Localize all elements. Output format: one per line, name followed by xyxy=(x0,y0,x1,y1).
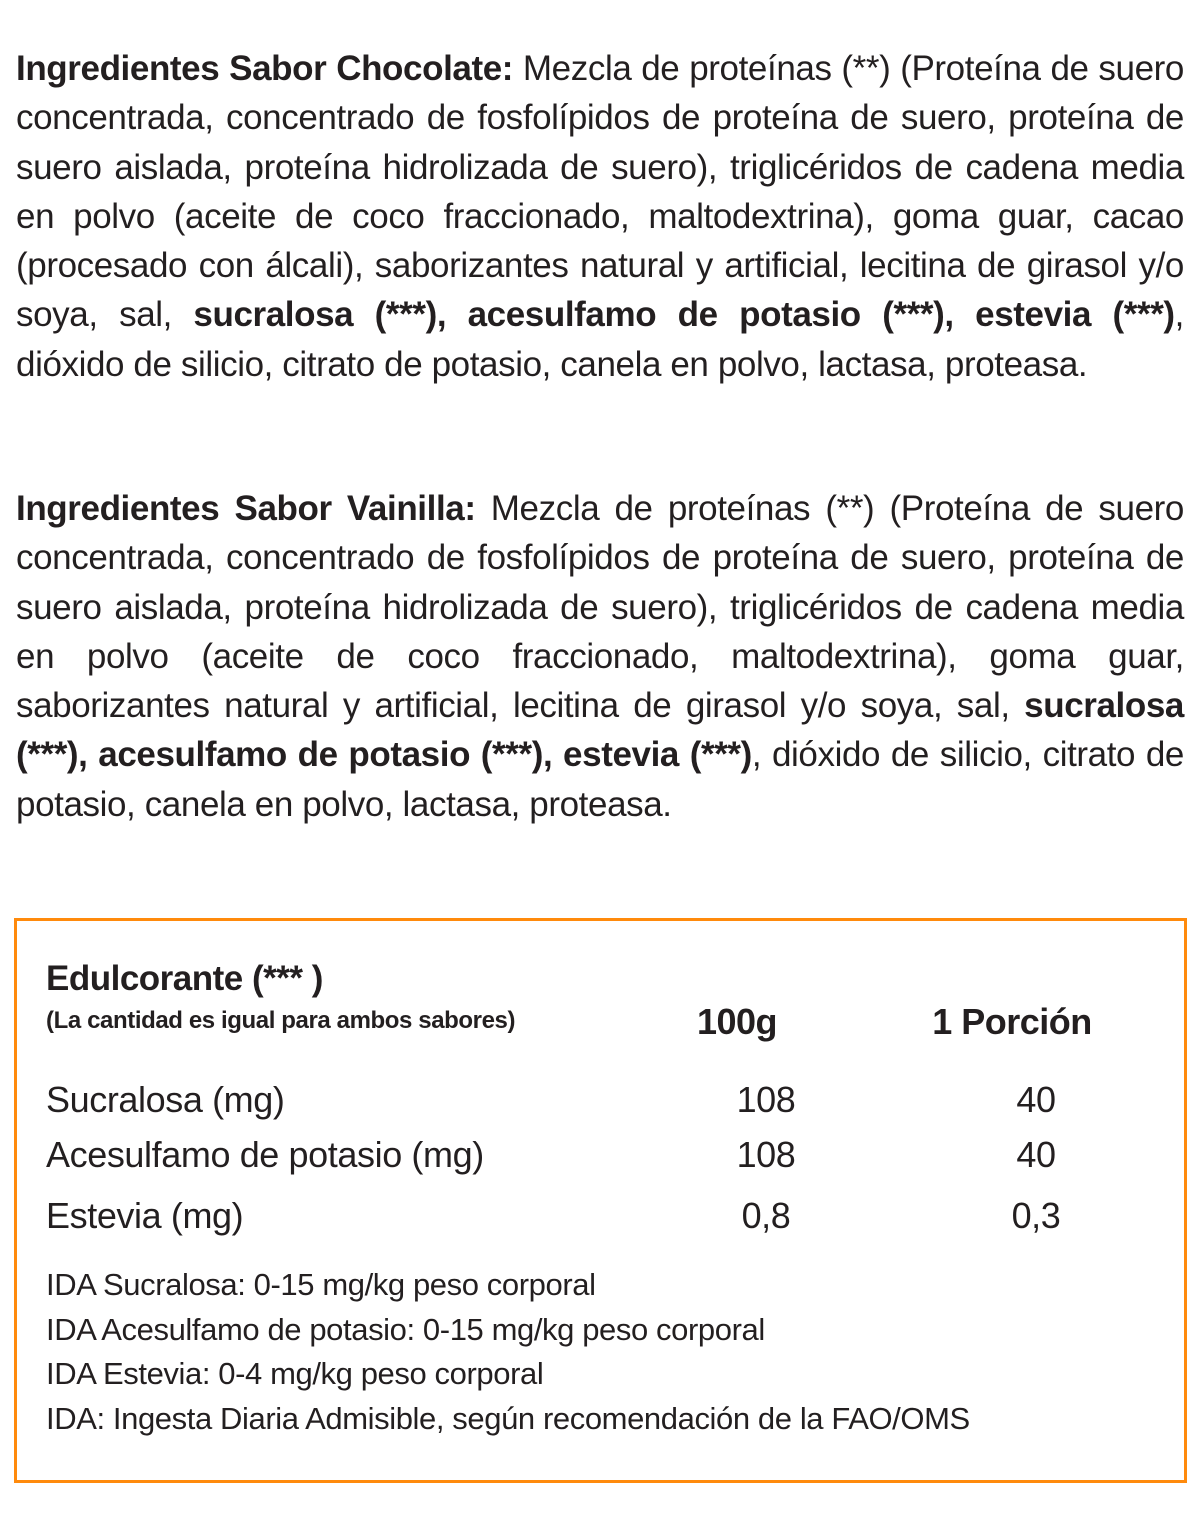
row-value-portion: 0,3 xyxy=(1011,1195,1061,1236)
ida-note: IDA Sucralosa: 0-15 mg/kg peso corporal xyxy=(46,1267,596,1302)
ida-note: IDA Acesulfamo de potasio: 0-15 mg/kg peso corporal xyxy=(46,1311,765,1347)
row-value-100g: 108 xyxy=(736,1079,796,1120)
ida-notes xyxy=(46,1263,970,1441)
column-header-100g: 100g xyxy=(696,1001,778,1042)
column-header-portion: 1 Porción xyxy=(932,1001,1092,1042)
sweetener-title: Edulcorante (*** ) xyxy=(46,959,323,998)
row-label: Estevia (mg) xyxy=(46,1195,244,1236)
row-value-portion: 40 xyxy=(1016,1079,1056,1120)
table-row xyxy=(46,1195,1146,1251)
table-row xyxy=(46,1079,1146,1135)
vanilla-heading: Ingredientes Sabor Vainilla: xyxy=(16,489,476,528)
vanilla-ingredients xyxy=(16,484,1184,829)
sweetener-subtitle: (La cantidad es igual para ambos sabores) xyxy=(46,1007,516,1034)
chocolate-sweeteners: sucralosa (***), acesulfamo de potasio (***), estevia (***) xyxy=(193,295,1175,335)
ida-note: IDA: Ingesta Diaria Admisible, según recomendación de la FAO/OMS xyxy=(46,1400,970,1436)
row-value-100g: 108 xyxy=(736,1134,796,1175)
sweetener-table-box xyxy=(14,918,1187,1483)
row-value-100g: 0,8 xyxy=(741,1195,791,1236)
row-label: Acesulfamo de potasio (mg) xyxy=(46,1134,484,1175)
chocolate-text-1: Mezcla de proteínas (**) (Proteína de suero concentrada, concentrado de fosfolípidos de proteína de suero, proteína de suero aislada, proteína hidrolizada de suero), triglicéridos de cadena media en polvo (aceite de coco fraccionado, maltodextrina), goma guar, cacao (procesado con álcali), saborizantes natural y artificial, lecitina de girasol y/o soya, sal, xyxy=(16,49,1184,335)
row-value-portion: 40 xyxy=(1016,1134,1056,1175)
ida-note: IDA Estevia: 0-4 mg/kg peso corporal xyxy=(46,1356,544,1391)
row-label: Sucralosa (mg) xyxy=(46,1079,285,1120)
vanilla-text-2: , dióxido de silicio, citrato de potasio, canela en polvo, lactasa, proteasa. xyxy=(16,735,1184,824)
chocolate-heading: Ingredientes Sabor Chocolate: xyxy=(16,49,514,88)
table-row xyxy=(46,1134,1146,1190)
chocolate-text-2: , dióxido de silicio, citrato de potasio, canela en polvo, lactasa, proteasa. xyxy=(16,295,1184,384)
chocolate-ingredients xyxy=(16,44,1184,389)
vanilla-text-1: Mezcla de proteínas (**) (Proteína de suero concentrada, concentrado de fosfolípidos de proteína de suero, proteína de suero aislada, proteína hidrolizada de suero), triglicéridos de cadena media en polvo (aceite de coco fraccionado, maltodextrina), goma guar, saborizantes natural y artificial, lecitina de girasol y/o soya, sal, xyxy=(16,489,1184,726)
vanilla-sweeteners: sucralosa (***), acesulfamo de potasio (***), estevia (***) xyxy=(16,686,1184,775)
